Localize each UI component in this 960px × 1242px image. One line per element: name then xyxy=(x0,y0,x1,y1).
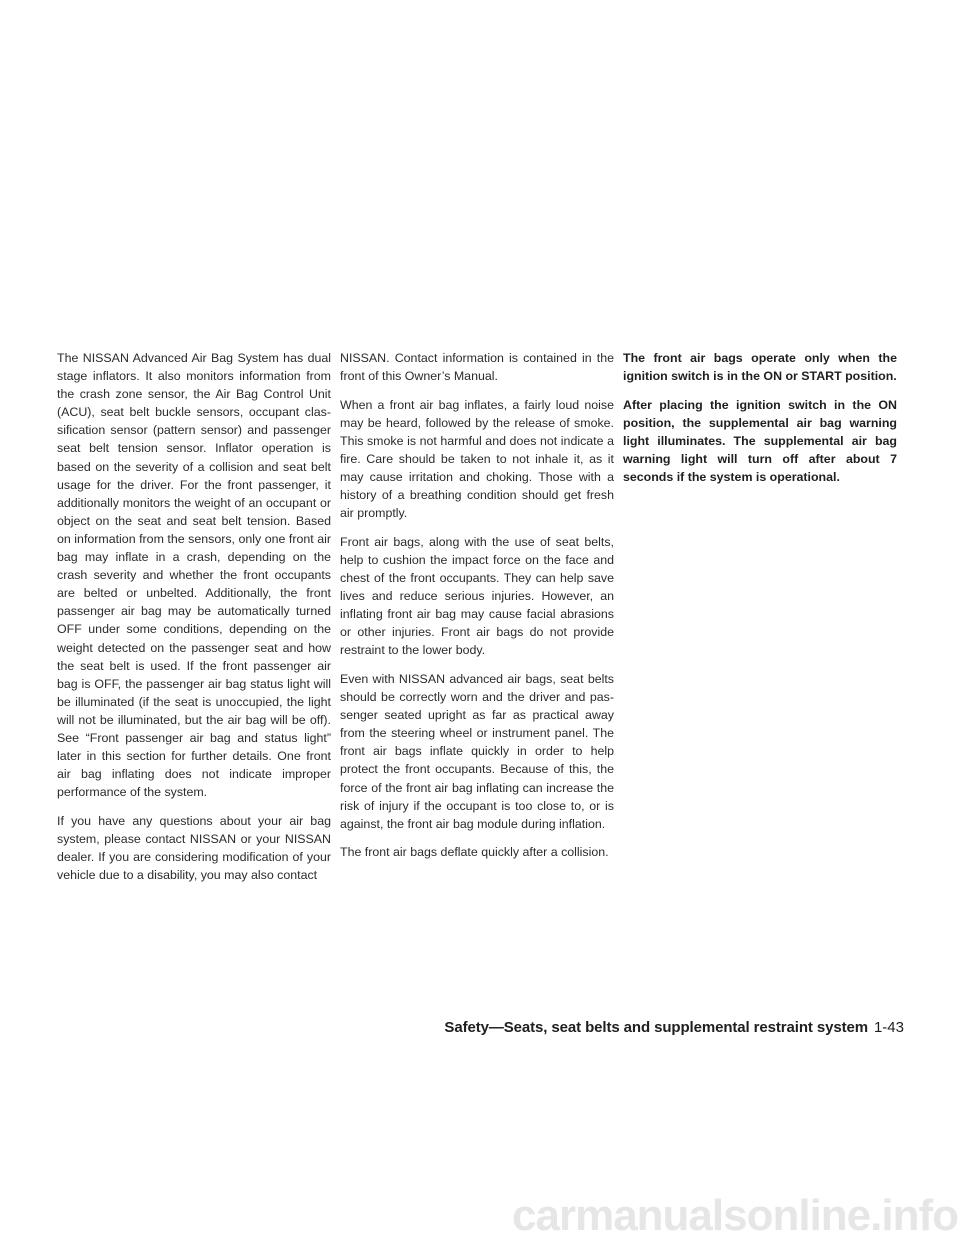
paragraph-inflation-noise-smoke: When a front air bag inflates, a fairly loud noise may be heard, followed by the release of smoke. This smoke is not harmful and does not indicate a fire. Care should be taken to not inhale it, as it may cause irritation and choking. Those with a history of a breathing condition should get fresh air promptly. xyxy=(340,397,614,521)
paragraph-questions-contact: If you have any questions about your air bag system, please contact NISSAN or your NISSAN dealer. If you are considering modification of your vehicle due to a disability, you may also contact xyxy=(57,813,331,883)
paragraph-seat-belts-worn: Even with NISSAN advanced air bags, seat belts should be correctly worn and the driver and passenger seated upright as far as practical away from the steering wheel or instrument panel. The front air bags inflate quickly in order to help protect the front occupants. Because of this, the force of the front air bag inflating can increase the risk of injury if the occupant is too close to, or is against, the front air bag module during inflation. xyxy=(340,672,614,831)
page-footer xyxy=(444,1019,904,1036)
text-column-3 xyxy=(623,349,897,497)
footer-section-title: Safety—Seats, seat belts and supplemental restraint system xyxy=(444,1019,868,1036)
paragraph-contact-information: NISSAN. Contact information is contained in the front of this Owner’s Manual. xyxy=(340,351,614,384)
paragraph-dual-stage-inflators: The NISSAN Advanced Air Bag System has dual stage inflators. It also monitors information from the crash zone sensor, the Air Bag Control Unit (ACU), seat belt buckle sensors, occupant classification sensor (pattern sensor) and passenger seat belt tension sensor. Inflator operation is based on the severity of a collision and seat belt usage for the driver. For the front passenger, it additionally monitors the weight of an occupant or object on the seat and seat belt tension. Based on information from the sensors, only one front air bag may inflate in a crash, depending on the crash severity and whether the front occupants are belted or unbelted. Additionally, the front passenger air bag may be automatically turned OFF under some conditions, depending on the weight detected on the passenger seat and how the seat belt is used. If the front passenger air bag is OFF, the passenger air bag status light will be illuminated (if the seat is unoccupied, the light will not be illuminated, but the air bag will be off). See “Front passenger air bag and status light” later in this section for further details. One front air bag inflating does not indicate improper performance of the system. xyxy=(57,351,331,800)
text-column-1 xyxy=(57,349,331,895)
paragraph-deflate-quickly: The front air bags deflate quickly after a collision. xyxy=(340,845,609,860)
watermark-text: carmanualsonline.info xyxy=(512,1191,958,1240)
paragraph-warning-light: After placing the ignition switch in the ON position, the supplemental air bag warning light illuminates. The supplemental air bag warning light will turn off after about 7 seconds if the system is operational. xyxy=(623,397,897,485)
paragraph-ignition-operation: The front air bags operate only when the ignition switch is in the ON or START position. xyxy=(623,351,897,384)
text-column-2 xyxy=(340,349,614,872)
watermark xyxy=(0,1182,960,1242)
paragraph-cushion-impact: Front air bags, along with the use of seat belts, help to cushion the impact force on the face and chest of the front occupants. They can help save lives and reduce serious injuries. However, an inflating front air bag may cause facial abrasions or other injuries. Front air bags do not provide restraint to the lower body. xyxy=(340,534,614,658)
page-number: 1-43 xyxy=(873,1019,904,1036)
